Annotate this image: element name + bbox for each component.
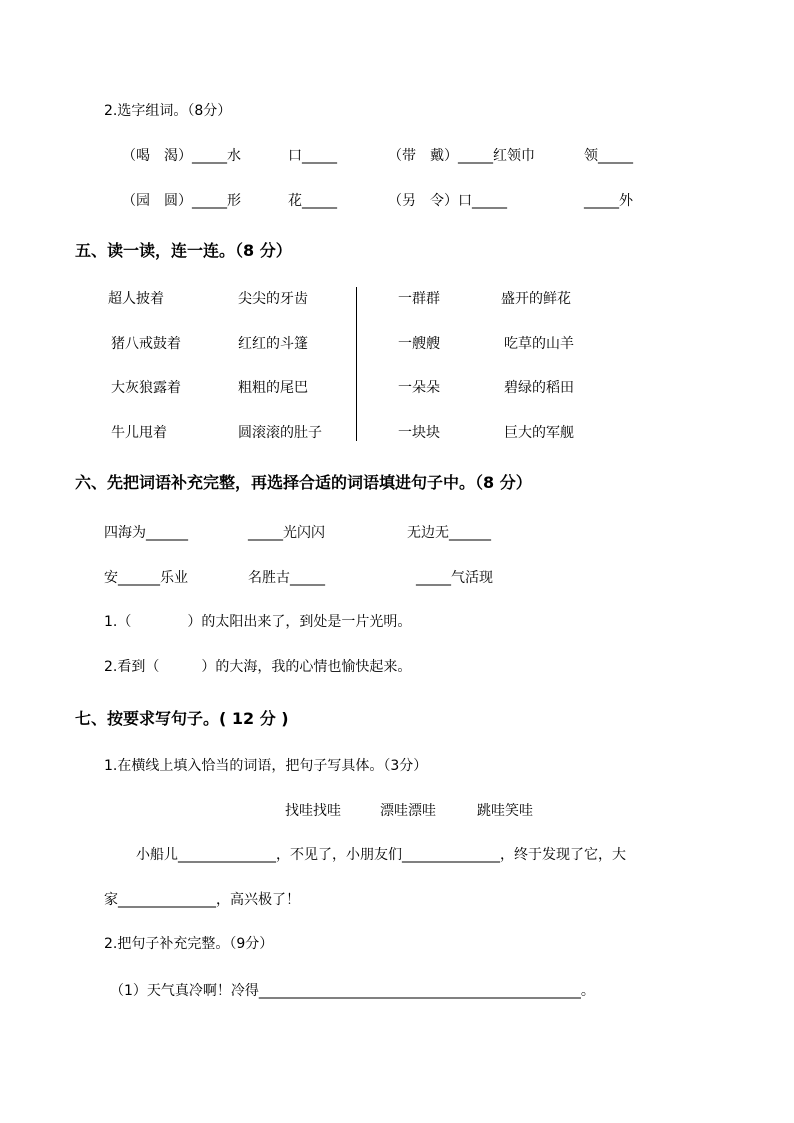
fill-word: 名胜古_____ bbox=[248, 570, 325, 586]
match-right-quantifier: 一群群 bbox=[398, 291, 440, 307]
section-5-title: 五、读一读，连一连。（8 分） bbox=[75, 241, 292, 260]
match-left-object: 红红的斗篷 bbox=[238, 336, 308, 352]
q2-item-8: _____外 bbox=[584, 193, 633, 209]
word-option: 找哇找哇 bbox=[285, 803, 341, 819]
fill-word: _____光闪闪 bbox=[248, 525, 325, 541]
match-right-noun: 巨大的军舰 bbox=[504, 425, 574, 441]
match-left-subject: 牛儿甩着 bbox=[111, 425, 167, 441]
match-right-quantifier: 一艘艘 bbox=[398, 336, 440, 352]
match-right-quantifier: 一朵朵 bbox=[398, 380, 440, 396]
fill-sentence-line-1: 小船儿______________，不见了，小朋友们______________，终于发现了它，大 bbox=[136, 847, 626, 863]
q2-item-1: （喝 渴）_____水 bbox=[122, 148, 241, 164]
match-left-object: 圆滚滚的肚子 bbox=[238, 425, 322, 441]
sentence-2: 2.看到（ ）的大海，我的心情也愉快起来。 bbox=[104, 659, 412, 675]
match-left-subject: 猪八戒鼓着 bbox=[111, 336, 181, 352]
match-right-noun: 盛开的鲜花 bbox=[501, 291, 571, 307]
match-right-noun: 碧绿的稻田 bbox=[504, 380, 574, 396]
q2-item-7: （另 令）口_____ bbox=[388, 193, 507, 209]
match-left-object: 尖尖的牙齿 bbox=[238, 291, 308, 307]
section-6-title: 六、先把词语补充完整，再选择合适的词语填进句子中。（8 分） bbox=[75, 473, 532, 492]
match-left-object: 粗粗的尾巴 bbox=[238, 380, 308, 396]
section-7-title: 七、按要求写句子。( 12 分 ) bbox=[75, 709, 289, 728]
word-option: 跳哇笑哇 bbox=[477, 803, 533, 819]
fill-word: 安______乐业 bbox=[104, 570, 188, 586]
q2-title: 2.选字组词。（8分） bbox=[104, 103, 232, 119]
match-right-quantifier: 一块块 bbox=[398, 425, 440, 441]
fill-word: 四海为______ bbox=[104, 525, 188, 541]
match-right-noun: 吃草的山羊 bbox=[504, 336, 574, 352]
divider-line bbox=[356, 287, 357, 441]
q2-item-3: （带 戴）_____红领巾 bbox=[388, 148, 535, 164]
fill-sentence-line-2: 家______________，高兴极了！ bbox=[104, 892, 300, 908]
fill-word: 无边无______ bbox=[407, 525, 491, 541]
section-7-question-1: 1.在横线上填入恰当的词语，把句子写具体。（3分） bbox=[104, 758, 428, 774]
match-left-subject: 大灰狼露着 bbox=[111, 380, 181, 396]
q2-item-4: 领_____ bbox=[584, 148, 633, 164]
word-option: 漂哇漂哇 bbox=[380, 803, 436, 819]
section-7-question-2-item-1: （1）天气真冷啊！冷得______________________________________________。 bbox=[110, 983, 595, 999]
match-left-subject: 超人披着 bbox=[108, 291, 164, 307]
q2-item-5: （园 圆）_____形 bbox=[122, 193, 241, 209]
sentence-1: 1.（ ）的太阳出来了，到处是一片光明。 bbox=[104, 614, 412, 630]
section-7-question-2: 2.把句子补充完整。（9分） bbox=[104, 936, 274, 952]
q2-item-2: 口_____ bbox=[288, 148, 337, 164]
fill-word: _____气活现 bbox=[416, 570, 493, 586]
q2-item-6: 花_____ bbox=[288, 193, 337, 209]
